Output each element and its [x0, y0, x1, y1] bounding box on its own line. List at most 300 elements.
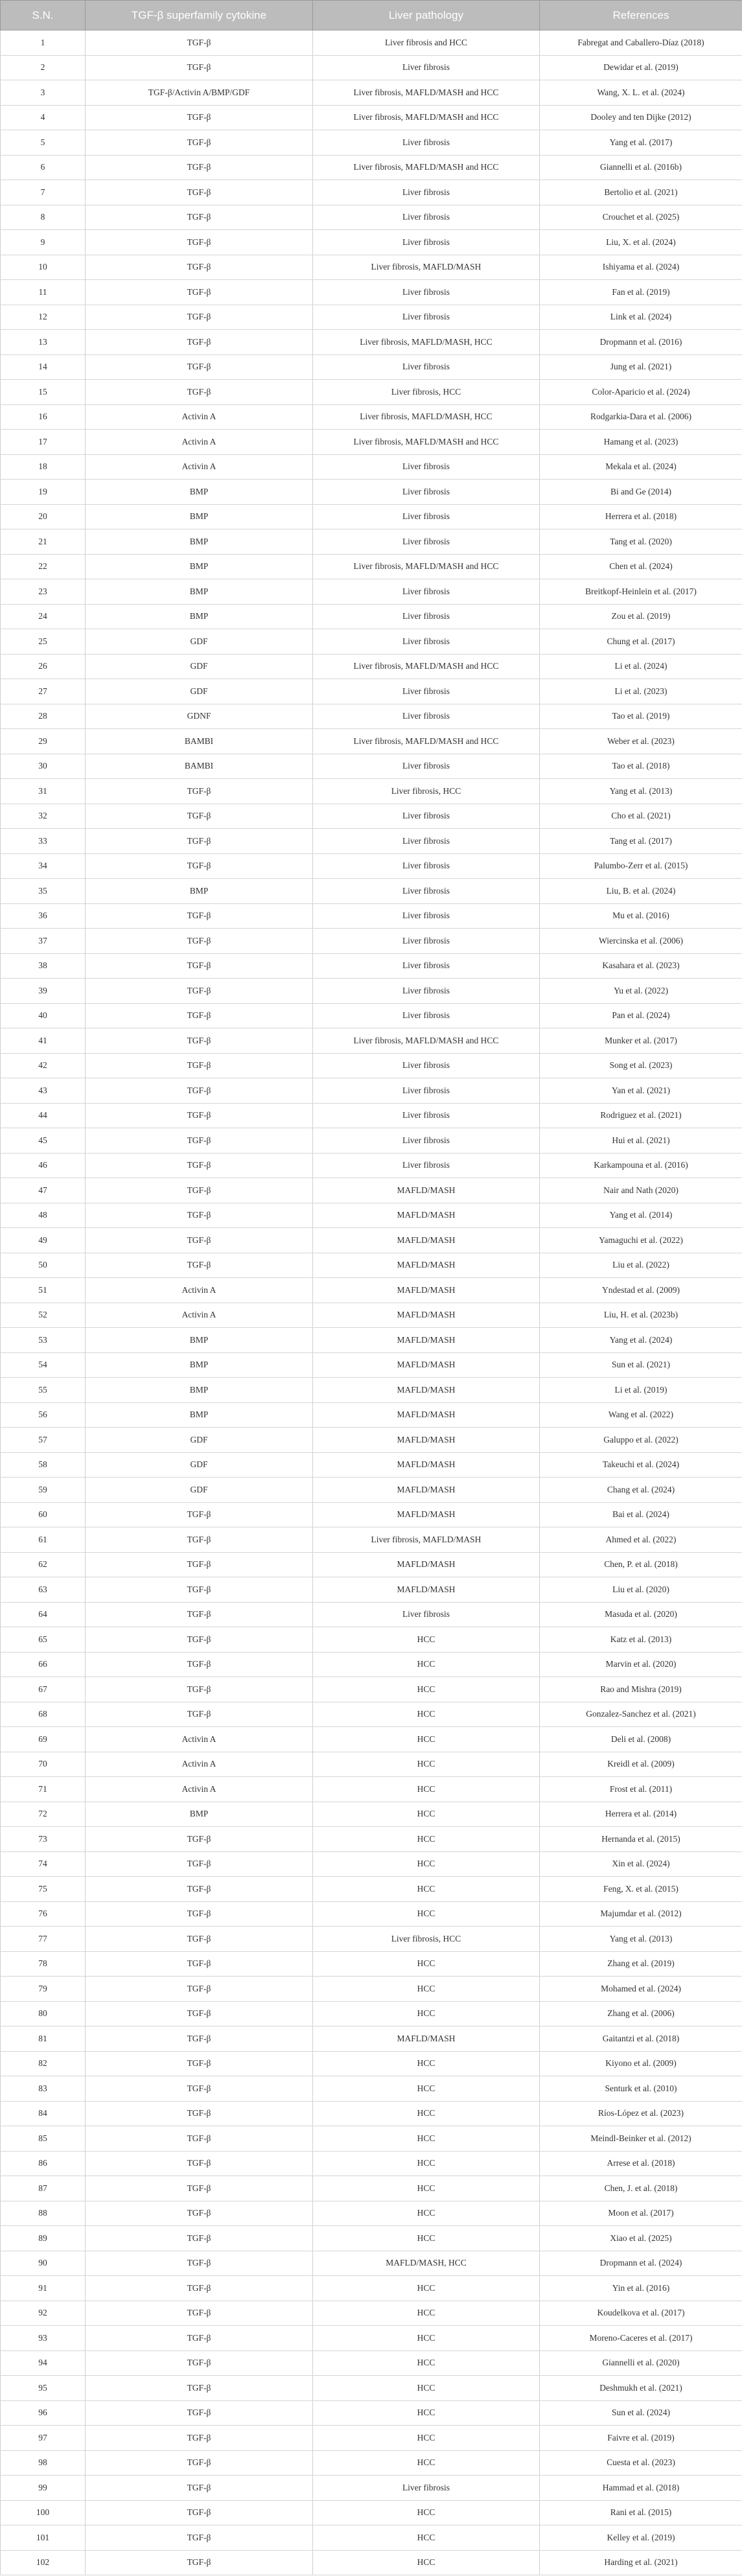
table-row	[1, 2026, 742, 2052]
cell-pathology: Liver fibrosis	[313, 879, 540, 904]
table-row	[1, 779, 742, 804]
cell-sn: 67	[1, 1677, 86, 1702]
cell-pathology: MAFLD/MASH	[313, 1502, 540, 1527]
cell-sn: 82	[1, 2051, 86, 2076]
cell-reference: Masuda et al. (2020)	[540, 1602, 742, 1627]
table-row	[1, 130, 742, 156]
cell-sn: 83	[1, 2076, 86, 2102]
cell-reference: Xin et al. (2024)	[540, 1851, 742, 1877]
cell-pathology: Liver fibrosis	[313, 604, 540, 629]
cell-reference: Ishiyama et al. (2024)	[540, 255, 742, 280]
cell-pathology: HCC	[313, 1702, 540, 1727]
cell-reference: Ahmed et al. (2022)	[540, 1527, 742, 1553]
table-row	[1, 1752, 742, 1777]
table-row	[1, 1602, 742, 1627]
table-row	[1, 1203, 742, 1228]
cell-cytokine: GDF	[86, 1478, 313, 1503]
table-row	[1, 1153, 742, 1178]
cell-reference: Nair and Nath (2020)	[540, 1178, 742, 1203]
table-row	[1, 704, 742, 729]
cell-sn: 47	[1, 1178, 86, 1203]
cell-cytokine: TGF-β	[86, 180, 313, 205]
cell-sn: 41	[1, 1028, 86, 1054]
cell-reference: Chen, P. et al. (2018)	[540, 1552, 742, 1577]
cell-sn: 42	[1, 1053, 86, 1078]
cell-cytokine: GDF	[86, 679, 313, 704]
table-row	[1, 1552, 742, 1577]
cell-cytokine: TGF-β	[86, 853, 313, 879]
cell-cytokine: TGF-β	[86, 2550, 313, 2575]
table-row	[1, 2076, 742, 2102]
cell-sn: 40	[1, 1003, 86, 1028]
table-row	[1, 754, 742, 779]
cell-cytokine: TGF-β	[86, 2051, 313, 2076]
cell-cytokine: TGF-β	[86, 1253, 313, 1278]
cell-cytokine: TGF-β	[86, 1577, 313, 1603]
table-row	[1, 953, 742, 979]
cell-reference: Cho et al. (2021)	[540, 804, 742, 829]
table-row	[1, 1527, 742, 1553]
cell-cytokine: BMP	[86, 1402, 313, 1428]
cell-reference: Dropmann et al. (2024)	[540, 2251, 742, 2276]
cell-reference: Arrese et al. (2018)	[540, 2151, 742, 2176]
cell-sn: 63	[1, 1577, 86, 1603]
cell-pathology: HCC	[313, 2051, 540, 2076]
cell-sn: 4	[1, 105, 86, 130]
cell-reference: Dewidar et al. (2019)	[540, 55, 742, 80]
table-row	[1, 454, 742, 480]
cell-reference: Song et al. (2023)	[540, 1053, 742, 1078]
cell-sn: 88	[1, 2201, 86, 2226]
table-row	[1, 2126, 742, 2152]
cell-reference: Kiyono et al. (2009)	[540, 2051, 742, 2076]
cell-reference: Herrera et al. (2018)	[540, 504, 742, 529]
table-row	[1, 1228, 742, 1253]
cell-reference: Deli et al. (2008)	[540, 1727, 742, 1752]
cell-sn: 46	[1, 1153, 86, 1178]
table-row	[1, 2201, 742, 2226]
cell-reference: Mu et al. (2016)	[540, 903, 742, 929]
cell-cytokine: GDF	[86, 1452, 313, 1478]
cell-reference: Mekala et al. (2024)	[540, 454, 742, 480]
cell-sn: 30	[1, 754, 86, 779]
table-row	[1, 1028, 742, 1054]
cell-reference: Giannelli et al. (2016b)	[540, 155, 742, 180]
table-row	[1, 729, 742, 754]
cell-pathology: MAFLD/MASH	[313, 1303, 540, 1328]
cell-pathology: Liver fibrosis, MAFLD/MASH, HCC	[313, 404, 540, 430]
table-row	[1, 1178, 742, 1203]
table-row	[1, 1303, 742, 1328]
cell-pathology: Liver fibrosis, MAFLD/MASH, HCC	[313, 330, 540, 355]
cell-sn: 64	[1, 1602, 86, 1627]
cell-reference: Yamaguchi et al. (2022)	[540, 1228, 742, 1253]
cell-cytokine: TGF-β	[86, 804, 313, 829]
cell-sn: 36	[1, 903, 86, 929]
cell-reference: Rao and Mishra (2019)	[540, 1677, 742, 1702]
cell-pathology: Liver fibrosis, MAFLD/MASH and HCC	[313, 729, 540, 754]
cell-sn: 100	[1, 2500, 86, 2525]
cell-pathology: Liver fibrosis	[313, 754, 540, 779]
table-row	[1, 2301, 742, 2326]
cell-cytokine: TGF-β	[86, 1527, 313, 1553]
table-row	[1, 679, 742, 704]
cell-pathology: Liver fibrosis	[313, 704, 540, 729]
table-row	[1, 380, 742, 405]
cell-reference: Koudelkova et al. (2017)	[540, 2301, 742, 2326]
table-row	[1, 30, 742, 56]
table-row	[1, 2450, 742, 2476]
cell-cytokine: TGF-β	[86, 829, 313, 854]
table-row	[1, 1328, 742, 1353]
cell-pathology: HCC	[313, 2101, 540, 2126]
table-row	[1, 1951, 742, 1977]
cell-cytokine: TGF-β	[86, 953, 313, 979]
cell-sn: 101	[1, 2525, 86, 2551]
cell-reference: Yu et al. (2022)	[540, 979, 742, 1004]
table-row	[1, 629, 742, 655]
cell-pathology: Liver fibrosis	[313, 953, 540, 979]
cell-pathology: Liver fibrosis and HCC	[313, 30, 540, 56]
cell-reference: Kasahara et al. (2023)	[540, 953, 742, 979]
cell-pathology: Liver fibrosis	[313, 180, 540, 205]
cell-pathology: HCC	[313, 2176, 540, 2201]
cell-sn: 24	[1, 604, 86, 629]
cell-cytokine: TGF-β	[86, 1702, 313, 1727]
cell-cytokine: TGF-β	[86, 2176, 313, 2201]
cell-reference: Moreno-Caceres et al. (2017)	[540, 2326, 742, 2351]
cell-pathology: HCC	[313, 2226, 540, 2251]
cell-sn: 94	[1, 2350, 86, 2376]
cell-cytokine: BMP	[86, 1328, 313, 1353]
cell-pathology: HCC	[313, 2301, 540, 2326]
cell-pathology: Liver fibrosis	[313, 1128, 540, 1154]
table-row	[1, 604, 742, 629]
cell-cytokine: TGF-β	[86, 1877, 313, 1902]
cell-reference: Katz et al. (2013)	[540, 1627, 742, 1653]
cell-sn: 11	[1, 280, 86, 305]
cell-pathology: MAFLD/MASH, HCC	[313, 2251, 540, 2276]
cell-pathology: Liver fibrosis, MAFLD/MASH	[313, 255, 540, 280]
cell-pathology: Liver fibrosis	[313, 354, 540, 380]
cell-pathology: Liver fibrosis	[313, 629, 540, 655]
table-row	[1, 1977, 742, 2002]
table-row	[1, 2101, 742, 2126]
cell-pathology: Liver fibrosis	[313, 1053, 540, 1078]
cell-reference: Weber et al. (2023)	[540, 729, 742, 754]
cell-pathology: HCC	[313, 1951, 540, 1977]
cell-sn: 38	[1, 953, 86, 979]
cell-cytokine: TGF-β	[86, 2126, 313, 2152]
cell-cytokine: TGF-β	[86, 979, 313, 1004]
cell-sn: 2	[1, 55, 86, 80]
table-row	[1, 1478, 742, 1503]
table-row	[1, 853, 742, 879]
cell-reference: Kreidl et al. (2009)	[540, 1752, 742, 1777]
cell-pathology: Liver fibrosis	[313, 305, 540, 330]
cell-sn: 28	[1, 704, 86, 729]
cell-reference: Liu, B. et al. (2024)	[540, 879, 742, 904]
table-row	[1, 55, 742, 80]
cell-cytokine: TGF-β	[86, 2301, 313, 2326]
cell-pathology: MAFLD/MASH	[313, 1328, 540, 1353]
cell-reference: Yan et al. (2021)	[540, 1078, 742, 1104]
cell-pathology: Liver fibrosis	[313, 280, 540, 305]
cell-reference: Yang et al. (2013)	[540, 779, 742, 804]
table-row	[1, 2500, 742, 2525]
cell-cytokine: TGF-β	[86, 1228, 313, 1253]
cell-cytokine: TGF-β	[86, 354, 313, 380]
cell-reference: Li et al. (2024)	[540, 654, 742, 679]
cell-sn: 77	[1, 1927, 86, 1952]
cell-reference: Li et al. (2019)	[540, 1378, 742, 1403]
cell-pathology: Liver fibrosis	[313, 804, 540, 829]
cell-sn: 71	[1, 1777, 86, 1802]
cell-cytokine: TGF-β	[86, 280, 313, 305]
table-row	[1, 1402, 742, 1428]
cell-pathology: HCC	[313, 1752, 540, 1777]
cell-sn: 45	[1, 1128, 86, 1154]
cell-cytokine: TGF-β	[86, 2276, 313, 2301]
cell-reference: Link et al. (2024)	[540, 305, 742, 330]
cell-reference: Bi and Ge (2014)	[540, 480, 742, 505]
cell-pathology: Liver fibrosis	[313, 1003, 540, 1028]
cell-pathology: HCC	[313, 1851, 540, 1877]
cell-pathology: MAFLD/MASH	[313, 1203, 540, 1228]
table-header	[1, 1, 742, 30]
cell-pathology: HCC	[313, 2450, 540, 2476]
table-row	[1, 1078, 742, 1104]
cell-pathology: Liver fibrosis, MAFLD/MASH and HCC	[313, 654, 540, 679]
cell-reference: Zhang et al. (2006)	[540, 2001, 742, 2026]
cell-sn: 44	[1, 1103, 86, 1128]
cell-cytokine: GDF	[86, 629, 313, 655]
cell-sn: 79	[1, 1977, 86, 2002]
table-row	[1, 2151, 742, 2176]
cell-sn: 96	[1, 2400, 86, 2426]
cell-sn: 65	[1, 1627, 86, 1653]
cell-reference: Majumdar et al. (2012)	[540, 1901, 742, 1927]
cell-cytokine: TGF-β	[86, 1602, 313, 1627]
table-row	[1, 2276, 742, 2301]
cell-reference: Mohamed et al. (2024)	[540, 1977, 742, 2002]
cell-cytokine: TGF-β	[86, 1652, 313, 1677]
table-row	[1, 504, 742, 529]
cell-pathology: Liver fibrosis	[313, 480, 540, 505]
table-row	[1, 1502, 742, 1527]
table-row	[1, 480, 742, 505]
cell-sn: 49	[1, 1228, 86, 1253]
header-sn: S.N.	[1, 1, 86, 30]
table-body	[1, 30, 742, 2575]
cell-pathology: Liver fibrosis, MAFLD/MASH and HCC	[313, 105, 540, 130]
table-row	[1, 404, 742, 430]
cell-sn: 84	[1, 2101, 86, 2126]
cell-cytokine: TGF-β	[86, 1078, 313, 1104]
cell-cytokine: TGF-β	[86, 1951, 313, 1977]
table-row	[1, 1577, 742, 1603]
cell-pathology: Liver fibrosis	[313, 903, 540, 929]
cell-reference: Bai et al. (2024)	[540, 1502, 742, 1527]
cell-cytokine: TGF-β	[86, 155, 313, 180]
cell-sn: 25	[1, 629, 86, 655]
cell-cytokine: Activin A	[86, 1303, 313, 1328]
cell-sn: 35	[1, 879, 86, 904]
cell-pathology: MAFLD/MASH	[313, 1178, 540, 1203]
header-pathology: Liver pathology	[313, 1, 540, 30]
cell-reference: Yin et al. (2016)	[540, 2276, 742, 2301]
cell-pathology: HCC	[313, 1827, 540, 1852]
cell-cytokine: TGF-β	[86, 2426, 313, 2451]
table-row	[1, 2476, 742, 2501]
cell-pathology: MAFLD/MASH	[313, 1352, 540, 1378]
cell-reference: Wiercinska et al. (2006)	[540, 929, 742, 954]
cell-pathology: MAFLD/MASH	[313, 1228, 540, 1253]
cell-reference: Crouchet et al. (2025)	[540, 205, 742, 230]
table-row	[1, 554, 742, 579]
cell-pathology: MAFLD/MASH	[313, 1478, 540, 1503]
cell-sn: 78	[1, 1951, 86, 1977]
cell-reference: Munker et al. (2017)	[540, 1028, 742, 1054]
cell-sn: 69	[1, 1727, 86, 1752]
cell-reference: Wang, X. L. et al. (2024)	[540, 80, 742, 106]
cell-sn: 48	[1, 1203, 86, 1228]
cell-sn: 53	[1, 1328, 86, 1353]
cell-pathology: HCC	[313, 2276, 540, 2301]
cell-sn: 16	[1, 404, 86, 430]
cell-pathology: MAFLD/MASH	[313, 1552, 540, 1577]
cell-pathology: Liver fibrosis	[313, 579, 540, 605]
cell-sn: 91	[1, 2276, 86, 2301]
table-row	[1, 979, 742, 1004]
cell-sn: 70	[1, 1752, 86, 1777]
table-row	[1, 2251, 742, 2276]
cell-sn: 68	[1, 1702, 86, 1727]
cell-reference: Xiao et al. (2025)	[540, 2226, 742, 2251]
cell-pathology: HCC	[313, 2001, 540, 2026]
cell-reference: Hammad et al. (2018)	[540, 2476, 742, 2501]
cell-cytokine: TGF-β	[86, 1153, 313, 1178]
cell-reference: Giannelli et al. (2020)	[540, 2350, 742, 2376]
cell-cytokine: TGF-β	[86, 2476, 313, 2501]
cell-cytokine: TGF-β	[86, 2376, 313, 2401]
cell-pathology: Liver fibrosis, MAFLD/MASH and HCC	[313, 554, 540, 579]
cell-pathology: Liver fibrosis	[313, 979, 540, 1004]
table-row	[1, 2350, 742, 2376]
cell-pathology: Liver fibrosis	[313, 929, 540, 954]
cell-cytokine: TGF-β	[86, 1028, 313, 1054]
cell-sn: 26	[1, 654, 86, 679]
cell-cytokine: TGF-β	[86, 2101, 313, 2126]
cell-pathology: HCC	[313, 1627, 540, 1653]
cell-reference: Yang et al. (2024)	[540, 1328, 742, 1353]
cell-cytokine: BMP	[86, 1352, 313, 1378]
table-row	[1, 255, 742, 280]
cell-sn: 20	[1, 504, 86, 529]
cell-reference: Rani et al. (2015)	[540, 2500, 742, 2525]
cell-sn: 102	[1, 2550, 86, 2575]
cell-cytokine: BMP	[86, 1378, 313, 1403]
cell-reference: Liu et al. (2022)	[540, 1253, 742, 1278]
table-row	[1, 2400, 742, 2426]
table-row	[1, 1428, 742, 1453]
cell-reference: Zhang et al. (2019)	[540, 1951, 742, 1977]
cell-cytokine: BMP	[86, 579, 313, 605]
cell-sn: 95	[1, 2376, 86, 2401]
cell-sn: 54	[1, 1352, 86, 1378]
cell-pathology: HCC	[313, 2500, 540, 2525]
cell-sn: 74	[1, 1851, 86, 1877]
cell-reference: Chen, J. et al. (2018)	[540, 2176, 742, 2201]
table-row	[1, 205, 742, 230]
cell-sn: 55	[1, 1378, 86, 1403]
cell-sn: 50	[1, 1253, 86, 1278]
cell-cytokine: TGF-β	[86, 1627, 313, 1653]
cell-reference: Bertolio et al. (2021)	[540, 180, 742, 205]
cell-cytokine: Activin A	[86, 1278, 313, 1303]
cell-reference: Tang et al. (2017)	[540, 829, 742, 854]
cell-pathology: Liver fibrosis, MAFLD/MASH and HCC	[313, 80, 540, 106]
cell-reference: Ríos-López et al. (2023)	[540, 2101, 742, 2126]
cell-pathology: Liver fibrosis, HCC	[313, 380, 540, 405]
cell-sn: 27	[1, 679, 86, 704]
cell-reference: Herrera et al. (2014)	[540, 1802, 742, 1827]
table-row	[1, 529, 742, 555]
table-row	[1, 1378, 742, 1403]
cell-reference: Liu, H. et al. (2023b)	[540, 1303, 742, 1328]
cell-cytokine: Activin A	[86, 430, 313, 455]
cell-reference: Yndestad et al. (2009)	[540, 1278, 742, 1303]
cell-cytokine: TGF-β	[86, 330, 313, 355]
cell-cytokine: TGF-β	[86, 779, 313, 804]
cell-pathology: MAFLD/MASH	[313, 2026, 540, 2052]
table-row	[1, 280, 742, 305]
table-row	[1, 354, 742, 380]
cell-reference: Liu, X. et al. (2024)	[540, 230, 742, 255]
cell-sn: 34	[1, 853, 86, 879]
cell-sn: 32	[1, 804, 86, 829]
cell-sn: 61	[1, 1527, 86, 1553]
cell-reference: Marvin et al. (2020)	[540, 1652, 742, 1677]
cell-cytokine: TGF-β	[86, 2326, 313, 2351]
table-row	[1, 1452, 742, 1478]
table-row	[1, 879, 742, 904]
cell-pathology: MAFLD/MASH	[313, 1428, 540, 1453]
cell-cytokine: BMP	[86, 480, 313, 505]
table-row	[1, 1652, 742, 1677]
cell-pathology: HCC	[313, 2550, 540, 2575]
table-row	[1, 2426, 742, 2451]
cell-cytokine: BMP	[86, 604, 313, 629]
cell-pathology: HCC	[313, 2350, 540, 2376]
table-row	[1, 2051, 742, 2076]
cell-cytokine: TGF-β	[86, 1178, 313, 1203]
cell-pathology: HCC	[313, 1901, 540, 1927]
cell-reference: Deshmukh et al. (2021)	[540, 2376, 742, 2401]
cell-pathology: HCC	[313, 2376, 540, 2401]
table-row	[1, 1802, 742, 1827]
cell-sn: 57	[1, 1428, 86, 1453]
cell-pathology: HCC	[313, 1677, 540, 1702]
cell-reference: Tao et al. (2019)	[540, 704, 742, 729]
cell-cytokine: TGF-β	[86, 105, 313, 130]
cell-pathology: Liver fibrosis, HCC	[313, 779, 540, 804]
table-row	[1, 2525, 742, 2551]
cell-pathology: Liver fibrosis, MAFLD/MASH and HCC	[313, 155, 540, 180]
cell-pathology: HCC	[313, 1977, 540, 2002]
table-row	[1, 105, 742, 130]
cell-reference: Hui et al. (2021)	[540, 1128, 742, 1154]
